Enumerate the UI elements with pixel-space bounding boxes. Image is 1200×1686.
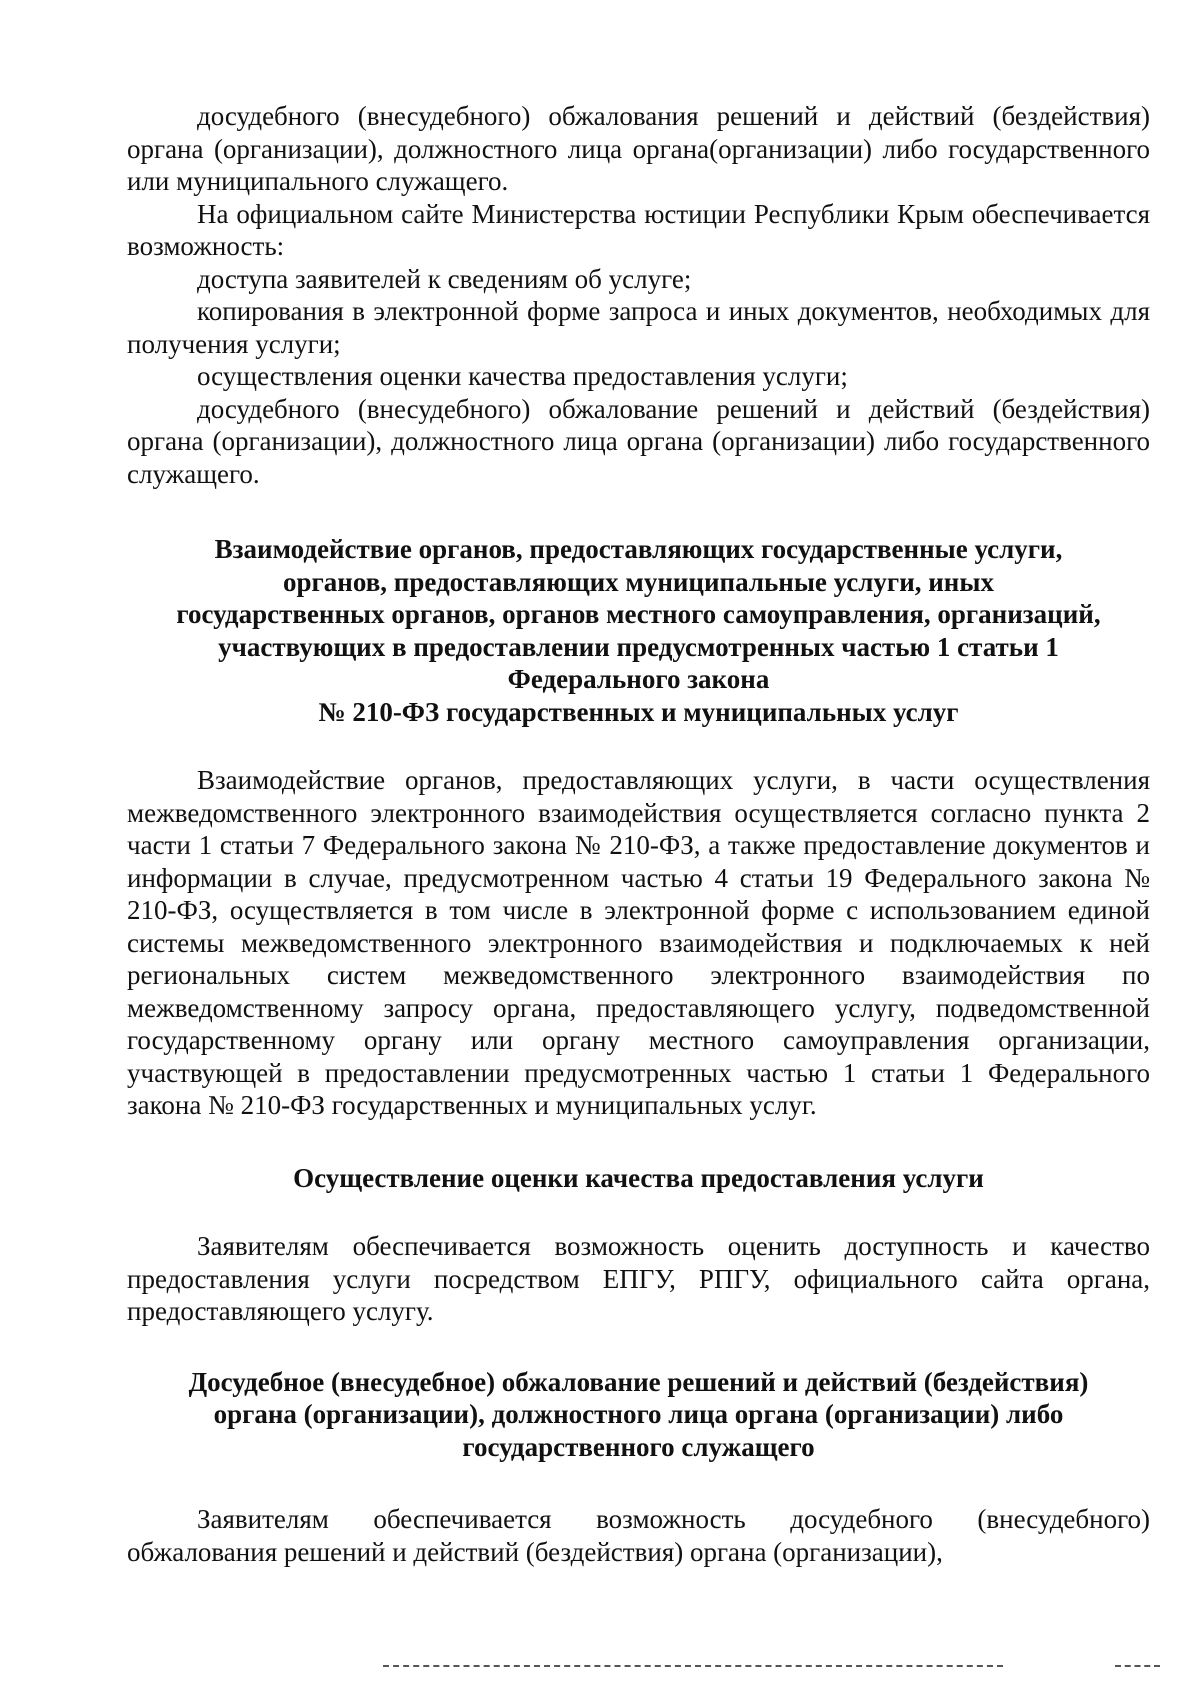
intro-paragraph-2: На официальном сайте Министерства юстиции Республики Крым обеспечивается возможность: <box>127 198 1150 261</box>
section-body-appeal: Заявителям обеспечивается возможность досудебного (внесудебного) обжалования решений и действий (бездействия) органа (организации), <box>127 1504 1150 1567</box>
intro-list-item-4: досудебного (внесудебного) обжалование решений и действий (бездействия) органа (организации), должностного лица органа (организации) либо государственного служащего. <box>127 393 1150 489</box>
intro-list-item-3: осуществления оценки качества предоставления услуги; <box>197 361 848 391</box>
heading-line: государственных органов, органов местного самоуправления, организаций, <box>176 599 1101 629</box>
footer-divider <box>383 1665 1003 1667</box>
section-heading-quality-assessment: Осуществление оценки качества предоставления услуги <box>293 1162 984 1193</box>
section-heading-appeal <box>127 1366 1150 1464</box>
intro-list-item-2: копирования в электронной форме запроса и иных документов, необходимых для получения услуги; <box>127 296 1150 359</box>
heading-line: участвующих в предоставлении предусмотренных частью 1 статьи 1 <box>218 631 1059 662</box>
intro-list-item-1: доступа заявителей к сведениям об услуге; <box>197 263 692 294</box>
heading-line: государственного служащего <box>462 1431 815 1462</box>
heading-line: Федерального закона <box>507 664 770 694</box>
section-body-interaction: Взаимодействие органов, предоставляющих услуги, в части осуществления межведомственного электронного взаимодействия осуществляется согласно пункта 2 части 1 статьи 7 Федерального закона № 210-ФЗ, а также предоставление документов и информации в случае, предусмотренном частью 4 статьи 19 Федерального закона № 210-ФЗ, осуществляется в том числе в электронной форме с использованием единой системы межведомственного электронного взаимодействия и подключаемых к ней региональных систем межведомственного электронного взаимодействия по межведомственному запросу органа, предоставляющего услугу, подведомственной государственному органу или органу местного самоуправления организации, участвующей в предоставлении предусмотренных частью 1 статьи 1 Федерального закона № 210-ФЗ государственных и муниципальных услуг. <box>127 765 1150 1120</box>
footer-divider <box>1115 1665 1160 1667</box>
heading-line: органа (организации), должностного лица органа (организации) либо <box>213 1399 1064 1429</box>
intro-paragraph-1: досудебного (внесудебного) обжалования решений и действий (бездействия) органа (организации), должностного лица органа(организации) либо государственного или муниципального служащего. <box>127 101 1150 196</box>
heading-line: Взаимодействие органов, предоставляющих государственные услуги, <box>214 534 1063 564</box>
heading-line: органов, предоставляющих муниципальные услуги, иных <box>283 566 994 597</box>
document-page <box>127 100 1150 1568</box>
section-body-quality-assessment: Заявителям обеспечивается возможность оценить доступность и качество предоставления услуги посредством ЕПГУ, РПГУ, официального сайта органа, предоставляющего услугу. <box>127 1231 1150 1326</box>
heading-line: Досудебное (внесудебное) обжалование решений и действий (бездействия) <box>188 1366 1089 1397</box>
section-heading-interaction <box>127 533 1150 728</box>
heading-line: № 210-ФЗ государственных и муниципальных услуг <box>318 696 959 727</box>
